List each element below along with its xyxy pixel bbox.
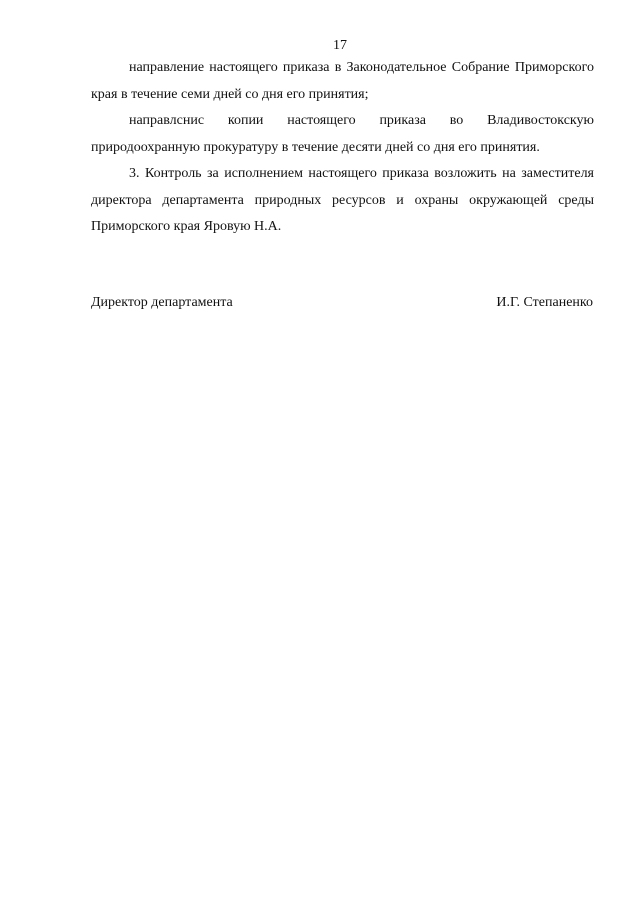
signatory-name: И.Г. Степаненко — [496, 295, 593, 310]
signature-block — [91, 294, 593, 312]
page-number: 17 — [333, 38, 347, 53]
signatory-position: Директор департамента — [91, 295, 233, 310]
paragraph-legislative-assembly: направление настоящего приказа в Законодательное Собрание Приморского края в течение семи дней со дня его принятия; — [91, 60, 594, 102]
document-body — [91, 55, 594, 241]
paragraph-prosecutor-copies: направлснис копии настоящего приказа во Владивостокскую природоохранную прокуратуру в течение десяти дней со дня его принятия. — [91, 113, 594, 155]
paragraph-control-clause: 3. Контроль за исполнением настоящего приказа возложить на заместителя директора департамента природных ресурсов и охраны окружающей среды Приморского края Яровую Н.А. — [91, 166, 594, 234]
